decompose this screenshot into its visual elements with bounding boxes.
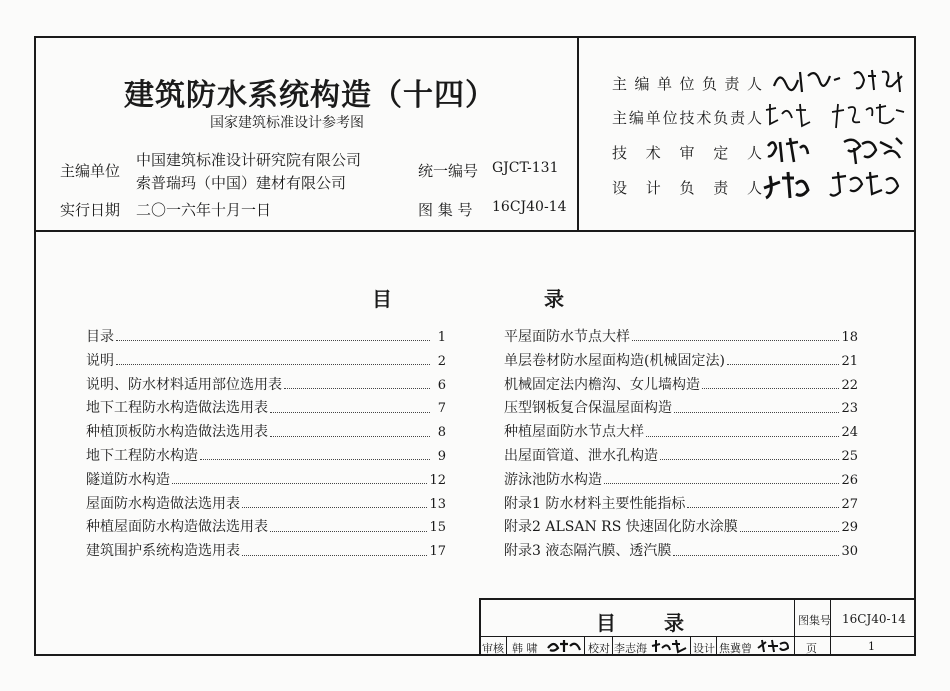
editor-unit-1: 中国建筑标准设计研究院有限公司 (136, 151, 362, 169)
leader-dots (242, 507, 427, 508)
responsible-label: 主编单位技术负责人 (612, 109, 762, 127)
toc-item-title: 压型钢板复合保温屋面构造 (504, 400, 672, 417)
leader-dots (740, 531, 840, 532)
leader-dots (270, 412, 430, 413)
responsible-row (612, 107, 762, 128)
toc-item[interactable] (86, 516, 446, 540)
leader-dots (116, 340, 430, 341)
toc-item[interactable] (504, 540, 858, 564)
leader-dots (727, 364, 840, 365)
effective-date-label: 实行日期 (60, 201, 121, 219)
toc-item[interactable] (504, 421, 858, 445)
toc-item-page: 26 (841, 472, 858, 488)
toc-item-page: 1 (437, 330, 446, 345)
toc-item-page: 12 (429, 472, 446, 488)
toc-item[interactable] (86, 326, 446, 350)
toc-item-title: 地下工程防水构造做法选用表 (86, 400, 268, 417)
toc-item-title: 附录2 ALSAN RS 快速固化防水涂膜 (504, 519, 738, 536)
responsible-label: 主编单位负责人 (612, 75, 762, 93)
leader-dots (172, 483, 427, 484)
responsible-row (612, 142, 762, 163)
checker-name: 李志海 (614, 642, 647, 655)
toc-item-page: 25 (841, 448, 858, 464)
toc-item-title: 说明 (86, 352, 114, 369)
atlas-no-block: 16CJ40-14 (842, 612, 906, 626)
leader-dots (632, 340, 839, 341)
leader-dots (200, 459, 430, 460)
editor-unit-label: 主编单位 (60, 162, 121, 180)
toc-item[interactable] (504, 397, 858, 421)
toc-item-title: 种植屋面防水节点大样 (504, 424, 644, 441)
page-no: 1 (868, 640, 875, 653)
leader-dots (673, 555, 839, 556)
atlas-title: 建筑防水系统构造（十四） (124, 78, 496, 113)
toc-item-title: 隧道防水构造 (86, 471, 170, 488)
reviewer-signature (546, 638, 582, 654)
toc-heading-left: 目 (372, 287, 392, 311)
design-label: 设计 (693, 642, 715, 655)
toc-item[interactable] (504, 445, 858, 469)
toc-item-page: 21 (841, 353, 858, 369)
toc-item-page: 27 (841, 496, 858, 512)
signature-2 (762, 100, 912, 132)
signature-4 (760, 168, 910, 204)
title-block-row-divider (479, 636, 916, 637)
cell-divider (716, 637, 717, 656)
toc-item-title: 地下工程防水构造 (86, 447, 198, 464)
drawing-title-right: 录 (664, 611, 684, 635)
toc-item[interactable] (86, 397, 446, 421)
toc-item[interactable] (86, 374, 446, 398)
toc-item-page: 9 (437, 448, 446, 464)
toc-item-page: 8 (437, 425, 446, 441)
atlas-no: 16CJ40-14 (492, 199, 567, 215)
toc-item-title: 单层卷材防水屋面构造(机械固定法) (504, 352, 725, 369)
leader-dots (674, 412, 839, 413)
toc-item[interactable] (86, 540, 446, 564)
cell-divider (612, 637, 613, 656)
leader-dots (660, 459, 839, 460)
toc-item-page: 2 (437, 353, 446, 369)
leader-dots (646, 436, 839, 437)
unified-no: GJCT-131 (492, 160, 559, 176)
toc-item[interactable] (86, 421, 446, 445)
toc-item-title: 游泳池防水构造 (504, 471, 602, 488)
toc-item-page: 17 (429, 544, 446, 560)
responsible-row (612, 177, 762, 198)
responsible-row (612, 73, 762, 94)
toc-item-page: 15 (429, 520, 446, 536)
toc-item[interactable] (86, 445, 446, 469)
leader-dots (604, 483, 839, 484)
toc-right-column (504, 326, 858, 564)
toc-item-page: 23 (841, 401, 858, 417)
leader-dots (687, 507, 839, 508)
checker-signature (650, 638, 688, 654)
responsible-label: 技 术 审 定 人 (612, 144, 762, 162)
toc-item-page: 22 (841, 377, 858, 393)
toc-item[interactable] (504, 350, 858, 374)
editor-unit-2: 索普瑞玛（中国）建材有限公司 (136, 174, 347, 192)
toc-item[interactable] (504, 516, 858, 540)
toc-item-title: 说明、防水材料适用部位选用表 (86, 376, 282, 393)
leader-dots (242, 555, 427, 556)
signature-1 (770, 66, 910, 98)
toc-item[interactable] (504, 469, 858, 493)
header-column-divider (577, 36, 579, 231)
toc-item[interactable] (504, 326, 858, 350)
toc-item-title: 建筑围护系统构造选用表 (86, 543, 240, 560)
page-label: 页 (806, 642, 817, 655)
responsible-label: 设 计 负 责 人 (612, 179, 762, 197)
toc-item-title: 种植屋面防水构造做法选用表 (86, 519, 268, 536)
toc-item-page: 24 (841, 425, 858, 441)
designer-signature (756, 638, 792, 654)
title-block-divider (794, 598, 795, 656)
toc-item[interactable] (86, 469, 446, 493)
toc-item-title: 机械固定法内檐沟、女儿墙构造 (504, 376, 700, 393)
cell-divider (690, 637, 691, 656)
toc-item-title: 目录 (86, 329, 114, 345)
toc-item-title: 平屋面防水节点大样 (504, 329, 630, 345)
review-label: 审核 (482, 642, 504, 655)
cell-divider (584, 637, 585, 656)
unified-no-label: 统一编号 (418, 162, 479, 180)
designer-name: 焦冀曾 (719, 642, 752, 655)
toc-item-title: 附录1 防水材料主要性能指标 (504, 495, 686, 512)
drawing-title-left: 目 (596, 611, 616, 635)
leader-dots (284, 388, 430, 389)
toc-item[interactable] (504, 374, 858, 398)
toc-item-page: 13 (429, 496, 446, 512)
effective-date: 二〇一六年十月一日 (136, 201, 272, 219)
toc-item-page: 18 (841, 330, 858, 345)
header-divider (34, 230, 916, 232)
toc-heading-right: 录 (544, 287, 564, 311)
toc-item-title: 屋面防水构造做法选用表 (86, 495, 240, 512)
leader-dots (270, 531, 427, 532)
toc-item[interactable] (86, 350, 446, 374)
toc-item[interactable] (504, 493, 858, 517)
toc-item-title: 附录3 液态隔汽膜、透汽膜 (504, 543, 672, 560)
toc-item-page: 30 (841, 544, 858, 560)
leader-dots (116, 364, 430, 365)
signature-3 (764, 134, 914, 168)
toc-item[interactable] (86, 493, 446, 517)
toc-item-title: 出屋面管道、泄水孔构造 (504, 447, 658, 464)
toc-left-column (86, 326, 446, 564)
atlas-no-label: 图 集 号 (418, 201, 473, 219)
toc-item-page: 7 (437, 401, 446, 417)
atlas-no-label-block: 图集号 (798, 614, 831, 627)
leader-dots (702, 388, 839, 389)
toc-item-page: 29 (841, 520, 858, 536)
check-label: 校对 (588, 642, 610, 655)
reviewer-name: 韩 啸 (512, 642, 538, 655)
toc-item-page: 6 (437, 377, 446, 393)
atlas-subtitle: 国家建筑标准设计参考图 (210, 115, 364, 131)
toc-item-title: 种植顶板防水构造做法选用表 (86, 424, 268, 441)
leader-dots (270, 436, 430, 437)
cell-divider (506, 637, 507, 656)
